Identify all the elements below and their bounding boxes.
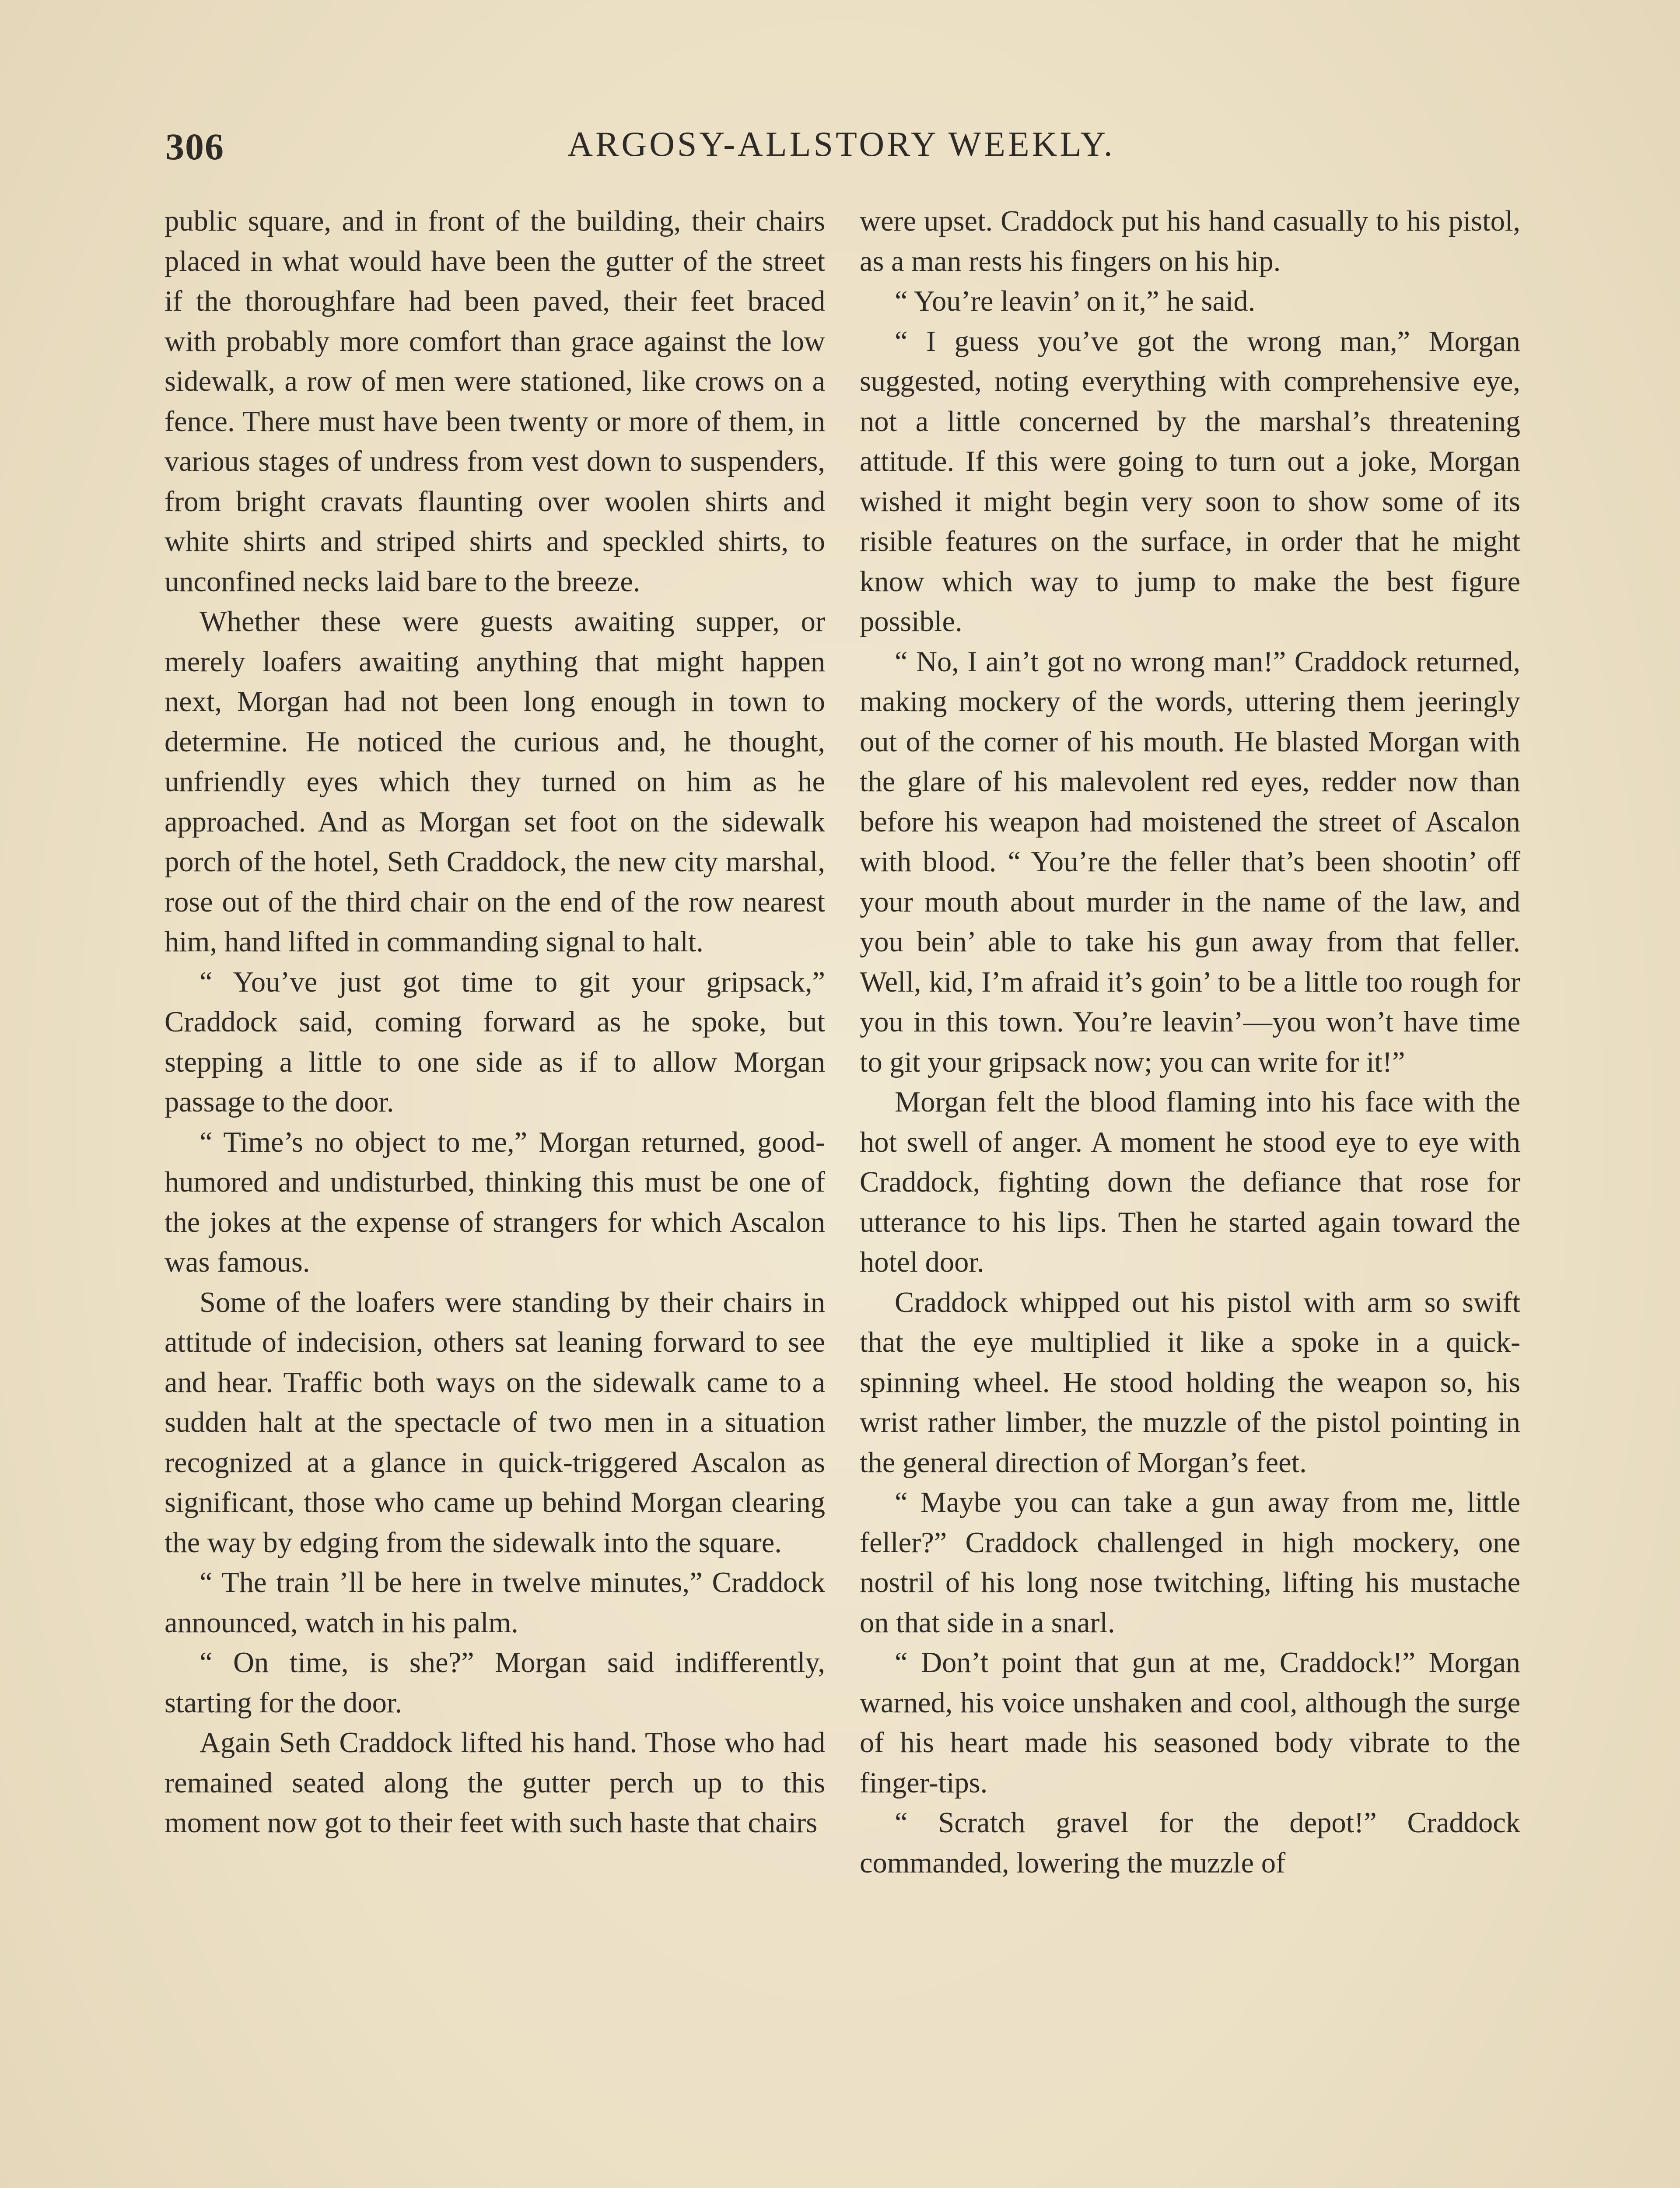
paragraph: “ I guess you’ve got the wrong man,” Morgan suggested, noting everything with comprehensive eye, not a little concerned by the marshal’s threatening attitude. If this were going to turn out a joke, Morgan wished it might begin very soon to show some of its risible features on the surface, in order that he might know which way to jump to make the best figure possible. xyxy=(860,325,1520,638)
paragraph: “ Don’t point that gun at me, Craddock!” Morgan warned, his voice unshaken and cool, although the surge of his heart made his seasoned body vibrate to the finger-tips. xyxy=(860,1647,1520,1799)
left-column xyxy=(164,201,825,1843)
paragraph: “ Maybe you can take a gun away from me, little feller?” Craddock challenged in high mockery, one nostril of his long nose twitching, lifting his mustache on that side in a snarl. xyxy=(860,1487,1520,1639)
paragraph: were upset. Craddock put his hand casually to his pistol, as a man rests his fingers on his hip. xyxy=(860,205,1520,277)
paragraph: “ No, I ain’t got no wrong man!” Craddock returned, making mockery of the words, uttering them jeeringly out of the corner of his mouth. He blasted Morgan with the glare of his malevolent red eyes, redder now than before his weapon had moistened the street of Ascalon with blood. “ You’re the feller that’s been shootin’ off your mouth about murder in the name of the law, and you bein’ able to take his gun away from that feller. Well, kid, I’m afraid it’s goin’ to be a little too rough for you in this town. You’re leavin’—you won’t have time to git your gripsack now; you can write for it!” xyxy=(860,645,1520,1078)
page-number: 306 xyxy=(165,126,224,168)
paragraph: “ Scratch gravel for the depot!” Craddock commanded, lowering the muzzle of xyxy=(860,1807,1520,1879)
paragraph: “ You’ve just got time to git your gripsack,” Craddock said, coming forward as he spoke, but stepping a little to one side as if to allow Morgan passage to the door. xyxy=(164,966,825,1118)
paragraph: Morgan felt the blood flaming into his face with the hot swell of anger. A moment he stood eye to eye with Craddock, fighting down the defiance that rose for utterance to his lips. Then he started again toward the hotel door. xyxy=(860,1086,1520,1278)
paragraph: Some of the loafers were standing by their chairs in attitude of indecision, others sat leaning forward to see and hear. Traffic both ways on the sidewalk came to a sudden halt at the spectacle of two men in a situation recognized at a glance in quick-triggered Ascalon as significant, those who came up behind Morgan clearing the way by edging from the sidewalk into the square. xyxy=(164,1286,825,1559)
paragraph: “ You’re leavin’ on it,” he said. xyxy=(895,285,1256,317)
page-header xyxy=(165,125,1517,177)
paragraph: Whether these were guests awaiting supper, or merely loafers awaiting anything that might happen next, Morgan had not been long enough in town to determine. He noticed the curious and, he thought, unfriendly eyes which they turned on him as he approached. And as Morgan set foot on the sidewalk porch of the hotel, Seth Craddock, the new city marshal, rose out of the third chair on the end of the row nearest him, hand lifted in commanding signal to halt. xyxy=(164,606,825,958)
paragraph: “ The train ’ll be here in twelve minutes,” Craddock announced, watch in his palm. xyxy=(164,1567,825,1639)
running-title: ARGOSY-ALLSTORY WEEKLY. xyxy=(567,125,1115,164)
paragraph: “ Time’s no object to me,” Morgan returned, good-humored and undisturbed, thinking this must be one of the jokes at the expense of strangers for which Ascalon was famous. xyxy=(164,1126,825,1278)
paragraph: “ On time, is she?” Morgan said indifferently, starting for the door. xyxy=(164,1647,825,1719)
paragraph: Again Seth Craddock lifted his hand. Those who had remained seated along the gutter perch up to this moment now got to their feet with such haste that chairs xyxy=(164,1727,825,1839)
right-column xyxy=(860,201,1520,1883)
paragraph: public square, and in front of the building, their chairs placed in what would have been the gutter of the street if the thoroughfare had been paved, their feet braced with probably more comfort than grace against the low sidewalk, a row of men were stationed, like crows on a fence. There must have been twenty or more of them, in various stages of undress from vest down to suspenders, from bright cravats flaunting over woolen shirts and white shirts and striped shirts and speckled shirts, to unconfined necks laid bare to the breeze. xyxy=(164,205,825,598)
paragraph: Craddock whipped out his pistol with arm so swift that the eye multiplied it like a spoke in a quick-spinning wheel. He stood holding the weapon so, his wrist rather limber, the muzzle of the pistol pointing in the general direction of Morgan’s feet. xyxy=(860,1286,1520,1479)
